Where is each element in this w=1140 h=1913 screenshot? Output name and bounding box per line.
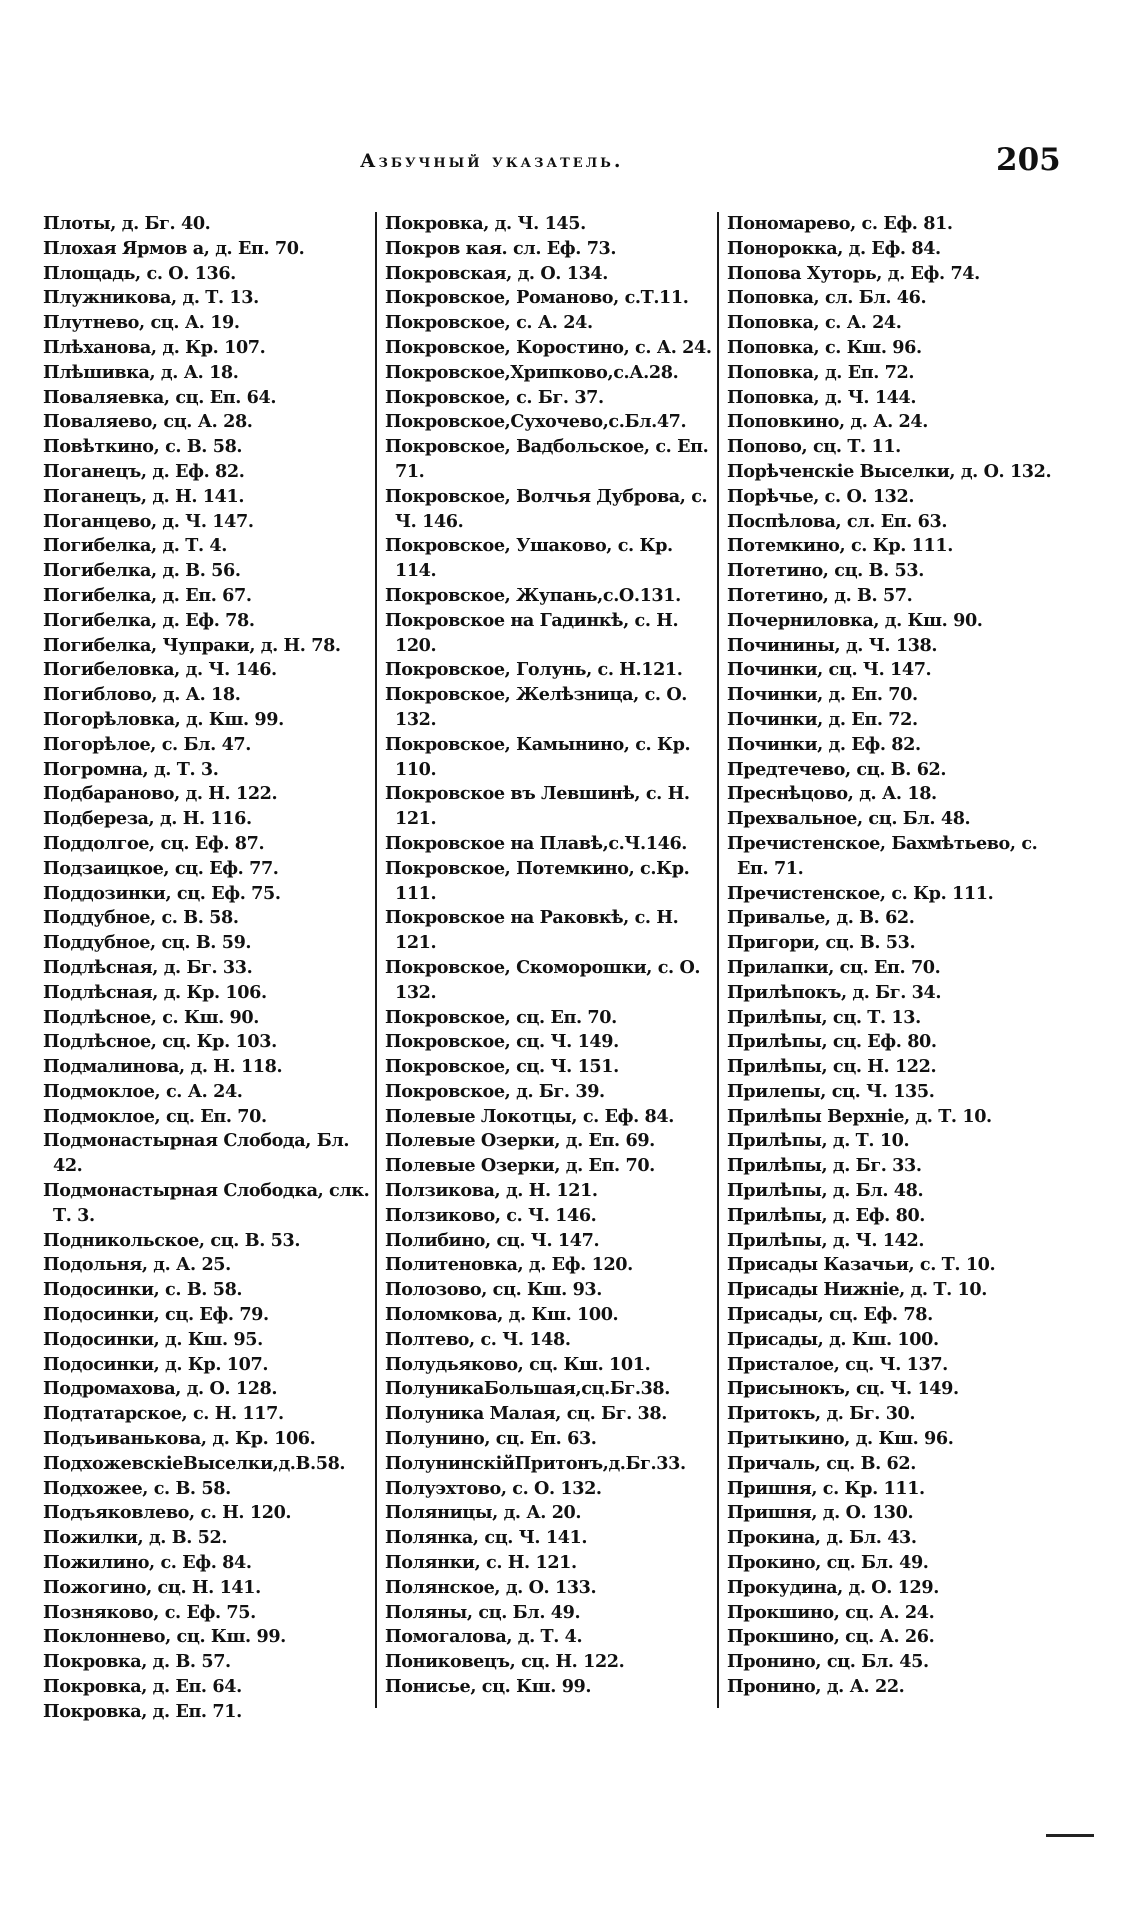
index-entry: Покровское, Желѣзница, с. О. 132. [385, 684, 687, 730]
index-entry: Починки, д. Еп. 70. [727, 684, 918, 706]
page-mark [1046, 1834, 1094, 1837]
index-entry: Покровка, д. Еп. 64. [43, 1676, 242, 1698]
index-entry: Подлѣсное, с. Кш. 90. [43, 1006, 259, 1028]
index-entry: Попова Хуторь, д. Еф. 74. [727, 262, 980, 284]
index-entry: Поганцево, д. Ч. 147. [43, 510, 254, 532]
index-entry: Присады, д. Кш. 100. [727, 1328, 939, 1350]
index-entry: Потетино, сц. В. 53. [727, 560, 924, 582]
index-entry: Полянка, сц. Ч. 141. [385, 1527, 588, 1549]
index-entry: Починки, сц. Ч. 147. [727, 659, 932, 681]
index-entry: Прилѣпы, сц. Еф. 80. [727, 1031, 937, 1053]
index-entry: Поддозинки, сц. Еф. 75. [43, 882, 281, 904]
index-entry: Поддубное, с. В. 58. [43, 907, 239, 929]
index-entry: Ползикова, д. Н. 121. [385, 1180, 598, 1202]
index-entry: Подольня, д. А. 25. [43, 1254, 231, 1276]
index-entry: Покровка, д. В. 57. [43, 1651, 231, 1673]
index-entry: Покровское, д. Бг. 39. [385, 1080, 605, 1102]
index-entry: Полунино, сц. Еп. 63. [385, 1428, 597, 1450]
index-entry: Преснѣцово, д. А. 18. [727, 783, 937, 805]
index-entry: Покровское, Ушаково, с. Кр. 114. [385, 535, 673, 582]
index-entry: Подосинки, с. В. 58. [43, 1279, 243, 1301]
index-entry: Привалье, д. В. 62. [727, 907, 915, 929]
index-entry: Прокина, д. Бл. 43. [727, 1527, 917, 1549]
index-entry: Присады Казачьи, с. Т. 10. [727, 1254, 996, 1276]
index-entry: Пречистенское, Бахмѣтьево, с. Еп. 71. [727, 832, 1038, 879]
index-entry: Подлѣсное, сц. Кр. 103. [43, 1031, 277, 1053]
index-entry: Полибино, сц. Ч. 147. [385, 1229, 600, 1251]
index-entry: Пожилино, с. Еф. 84. [43, 1552, 252, 1574]
index-entry: ПолуникаБольшая,сц.Бг.38. [385, 1378, 670, 1400]
index-entry: Поповка, сл. Бл. 46. [727, 287, 927, 309]
index-entry: Поганецъ, д. Н. 141. [43, 485, 245, 507]
index-entry: Подмонастырная Слободка, слк. Т. 3. [43, 1180, 370, 1226]
index-entry: Прилѣпы, д. Бг. 33. [727, 1155, 922, 1177]
column-divider [375, 212, 377, 1708]
index-entry: Подлѣсная, д. Кр. 106. [43, 981, 267, 1003]
index-entry: Полянки, с. Н. 121. [385, 1552, 577, 1574]
index-entry: Погиблово, д. А. 18. [43, 684, 241, 706]
index-entry: Погибелка, д. В. 56. [43, 560, 241, 582]
index-entry: Подмоклое, с. А. 24. [43, 1080, 243, 1102]
index-entry: Подромахова, д. О. 128. [43, 1378, 278, 1400]
index-entry: Прилѣпы, сц. Т. 13. [727, 1006, 921, 1028]
index-entry: Починины, д. Ч. 138. [727, 634, 938, 656]
index-entry: Плѣшивка, д. А. 18. [43, 361, 239, 383]
index-entry: Прилѣпы, д. Еф. 80. [727, 1204, 926, 1226]
index-entry: Покровская, д. О. 134. [385, 262, 608, 284]
index-entry: Подхожее, с. В. 58. [43, 1477, 231, 1499]
index-entry: Подзаицкое, сц. Еф. 77. [43, 857, 279, 879]
index-entry: Полтево, с. Ч. 148. [385, 1328, 571, 1350]
index-entry: Прокшино, сц. А. 26. [727, 1626, 935, 1648]
index-entry: Покровское, сц. Ч. 149. [385, 1031, 619, 1053]
index-entry: Полуника Малая, сц. Бг. 38. [385, 1403, 667, 1425]
index-entry: Подбереза, д. Н. 116. [43, 808, 252, 830]
index-entry: Порѣченскіе Выселки, д. О. 132. [727, 460, 1052, 482]
index-entry: Покровское, Романово, с.Т.11. [385, 287, 689, 309]
page-number: 205 [996, 142, 1061, 178]
index-entry: Покровское, сц. Ч. 151. [385, 1056, 619, 1078]
index-entry: Погорѣлое, с. Бл. 47. [43, 733, 251, 755]
index-entry: Покровское, Потемкино, с.Кр. 111. [385, 857, 690, 904]
index-entry: Пожилки, д. В. 52. [43, 1527, 228, 1549]
index-columns [40, 212, 1080, 1722]
index-column-1 [43, 212, 373, 1725]
index-entry: Прилепы, сц. Ч. 135. [727, 1080, 935, 1102]
index-entry: Пожогино, сц. Н. 141. [43, 1576, 261, 1598]
index-entry: Пономарево, с. Еф. 81. [727, 213, 953, 234]
index-entry: Поспѣлова, сл. Еп. 63. [727, 510, 948, 532]
index-entry: Поклоннево, сц. Кш. 99. [43, 1626, 286, 1648]
index-entry: Погибелка, д. Еп. 67. [43, 584, 252, 606]
index-entry: Поповка, д. Еп. 72. [727, 361, 915, 383]
index-entry: Покровское на Раковкѣ, с. Н. 121. [385, 907, 679, 954]
index-entry: Прокино, сц. Бл. 49. [727, 1552, 929, 1574]
index-entry: Прилѣпы Верхніе, д. Т. 10. [727, 1105, 992, 1127]
index-entry: Ползиково, с. Ч. 146. [385, 1204, 597, 1226]
index-entry: Починки, д. Еп. 72. [727, 708, 918, 730]
index-entry: Подтатарское, с. Н. 117. [43, 1403, 284, 1425]
index-entry: Полянское, д. О. 133. [385, 1576, 597, 1598]
index-entry: Поваляевка, сц. Еп. 64. [43, 386, 277, 408]
index-entry: Погорѣловка, д. Кш. 99. [43, 708, 284, 730]
index-entry: Понорокка, д. Еф. 84. [727, 237, 941, 259]
index-entry: Покровское, с. Бг. 37. [385, 386, 604, 408]
index-entry: Полуэхтово, с. О. 132. [385, 1477, 602, 1499]
index-entry: Поповкино, д. А. 24. [727, 411, 928, 433]
index-entry: Погромна, д. Т. 3. [43, 758, 219, 780]
running-title: Азбучный указатель. [360, 150, 624, 172]
index-entry: Подосинки, сц. Еф. 79. [43, 1304, 269, 1326]
index-entry: Порѣчье, с. О. 132. [727, 485, 915, 507]
index-entry: Прилѣпы, сц. Н. 122. [727, 1056, 937, 1078]
index-entry: Подосинки, д. Кр. 107. [43, 1353, 269, 1375]
index-entry: Притокъ, д. Бг. 30. [727, 1403, 916, 1425]
index-entry: Пронино, сц. Бл. 45. [727, 1651, 929, 1673]
index-entry: Поддолгое, сц. Еф. 87. [43, 832, 265, 854]
index-entry: Починки, д. Еф. 82. [727, 733, 921, 755]
index-entry: Поповка, с. Кш. 96. [727, 336, 922, 358]
index-entry: Плоты, д. Бг. 40. [43, 213, 211, 234]
index-entry: Пониковецъ, сц. Н. 122. [385, 1651, 625, 1673]
index-entry: Покровское, Камынино, с. Кр. 110. [385, 733, 691, 780]
index-entry: Покровское, Голунь, с. Н.121. [385, 659, 683, 681]
index-entry: Прехвальное, сц. Бл. 48. [727, 808, 971, 830]
index-entry: Присынокъ, сц. Ч. 149. [727, 1378, 959, 1400]
index-entry: Прилѣпокъ, д. Бг. 34. [727, 981, 942, 1003]
index-entry: Поляницы, д. А. 20. [385, 1502, 582, 1524]
index-entry: Полевые Озерки, д. Еп. 70. [385, 1155, 655, 1177]
index-entry: Попово, сц. Т. 11. [727, 436, 901, 458]
index-entry: Погибелка, д. Еф. 78. [43, 609, 255, 631]
index-entry: Плохая Ярмов а, д. Еп. 70. [43, 237, 305, 259]
index-entry: Покровское, Коростино, с. А. 24. [385, 336, 712, 358]
index-entry: Повѣткино, с. В. 58. [43, 436, 243, 458]
index-entry: Подлѣсная, д. Бг. 33. [43, 956, 253, 978]
index-entry: Полевые Локотцы, с. Еф. 84. [385, 1105, 674, 1127]
index-entry: Подмоклое, сц. Еп. 70. [43, 1105, 267, 1127]
index-entry: Полудьяково, сц. Кш. 101. [385, 1353, 651, 1375]
index-entry: Пронино, д. А. 22. [727, 1676, 905, 1698]
index-entry: Покровское, сц. Еп. 70. [385, 1006, 617, 1028]
index-entry: Подъиванькова, д. Кр. 106. [43, 1428, 316, 1450]
index-entry: Притыкино, д. Кш. 96. [727, 1428, 954, 1450]
page-header [0, 142, 1140, 180]
index-entry: Покровское, с. А. 24. [385, 312, 593, 334]
index-entry: Прилѣпы, д. Ч. 142. [727, 1229, 925, 1251]
index-entry: Подмалинова, д. Н. 118. [43, 1056, 283, 1078]
index-entry: Пришня, с. Кр. 111. [727, 1477, 925, 1499]
index-entry: Погибелка, д. Т. 4. [43, 535, 227, 557]
index-entry: Присталое, сц. Ч. 137. [727, 1353, 948, 1375]
index-entry: Прокудина, д. О. 129. [727, 1576, 939, 1598]
index-entry: Покровское,Сухочево,с.Бл.47. [385, 411, 687, 433]
index-entry: Поддубное, сц. В. 59. [43, 932, 252, 954]
index-entry: Покровское, Волчья Дуброва, с. Ч. 146. [385, 485, 708, 532]
index-column-2 [385, 212, 717, 1700]
index-entry: Плужникова, д. Т. 13. [43, 287, 259, 309]
index-entry: Присады, сц. Еф. 78. [727, 1304, 933, 1326]
index-entry: Плѣханова, д. Кр. 107. [43, 336, 266, 358]
index-entry: Пречистенское, с. Кр. 111. [727, 882, 994, 904]
index-entry: Поломкова, д. Кш. 100. [385, 1304, 619, 1326]
index-entry: Покровское на Гадинкѣ, с. Н. 120. [385, 609, 679, 656]
index-entry: Подмонастырная Слобода, Бл. 42. [43, 1130, 350, 1177]
index-entry: ПолунинскійПритонъ,д.Бг.33. [385, 1452, 686, 1474]
index-entry: Погибеловка, д. Ч. 146. [43, 659, 277, 681]
index-entry: Покровское,Хрипково,с.А.28. [385, 361, 679, 383]
index-entry: Поповка, с. А. 24. [727, 312, 902, 334]
index-entry: Прилѣпы, д. Т. 10. [727, 1130, 910, 1152]
index-entry: Позняково, с. Еф. 75. [43, 1601, 256, 1623]
index-entry: Полозово, сц. Кш. 93. [385, 1279, 602, 1301]
index-entry: Покровка, д. Ч. 145. [385, 213, 586, 234]
index-entry: Почерниловка, д. Кш. 90. [727, 609, 983, 631]
index-entry: Потетино, д. В. 57. [727, 584, 913, 606]
index-entry: ПодхожевскіеВыселки,д.В.58. [43, 1452, 346, 1474]
index-entry: Поваляево, сц. А. 28. [43, 411, 253, 433]
index-entry: Прилѣпы, д. Бл. 48. [727, 1180, 924, 1202]
index-entry: Покровское, Скоморошки, с. О. 132. [385, 956, 701, 1003]
index-entry: Прокшино, сц. А. 24. [727, 1601, 935, 1623]
index-entry: Поганецъ, д. Еф. 82. [43, 460, 245, 482]
index-entry: Присады Нижніе, д. Т. 10. [727, 1279, 987, 1301]
index-entry: Поляны, сц. Бл. 49. [385, 1601, 581, 1623]
index-entry: Покров кая. сл. Еф. 73. [385, 237, 617, 259]
index-entry: Покровское, Вадбольское, с. Еп. 71. [385, 436, 709, 482]
index-entry: Причаль, сц. В. 62. [727, 1452, 916, 1474]
index-entry: Площадь, с. О. 136. [43, 262, 236, 284]
index-entry: Погибелка, Чупраки, д. Н. 78. [43, 634, 341, 656]
index-entry: Покровское, Жупань,с.О.131. [385, 584, 681, 606]
index-entry: Покровское въ Левшинѣ, с. Н. 121. [385, 783, 690, 830]
index-entry: Прилапки, сц. Еп. 70. [727, 956, 941, 978]
index-entry: Помогалова, д. Т. 4. [385, 1626, 583, 1648]
column-divider [717, 212, 719, 1708]
index-entry: Плутнево, сц. А. 19. [43, 312, 240, 334]
index-entry: Потемкино, с. Кр. 111. [727, 535, 953, 557]
index-entry: Политеновка, д. Еф. 120. [385, 1254, 633, 1276]
index-entry: Полевые Озерки, д. Еп. 69. [385, 1130, 655, 1152]
index-entry: Понисье, сц. Кш. 99. [385, 1676, 592, 1698]
index-entry: Покровское на Плавѣ,с.Ч.146. [385, 832, 688, 854]
index-entry: Пришня, д. О. 130. [727, 1502, 914, 1524]
index-entry: Предтечево, сц. В. 62. [727, 758, 947, 780]
index-column-3 [727, 212, 1059, 1700]
index-entry: Поповка, д. Ч. 144. [727, 386, 917, 408]
index-entry: Подбараново, д. Н. 122. [43, 783, 278, 805]
index-entry: Подникольское, сц. В. 53. [43, 1229, 301, 1251]
index-entry: Подосинки, д. Кш. 95. [43, 1328, 263, 1350]
index-entry: Пригори, сц. В. 53. [727, 932, 916, 954]
index-entry: Подъяковлево, с. Н. 120. [43, 1502, 292, 1524]
index-entry: Покровка, д. Еп. 71. [43, 1700, 242, 1722]
